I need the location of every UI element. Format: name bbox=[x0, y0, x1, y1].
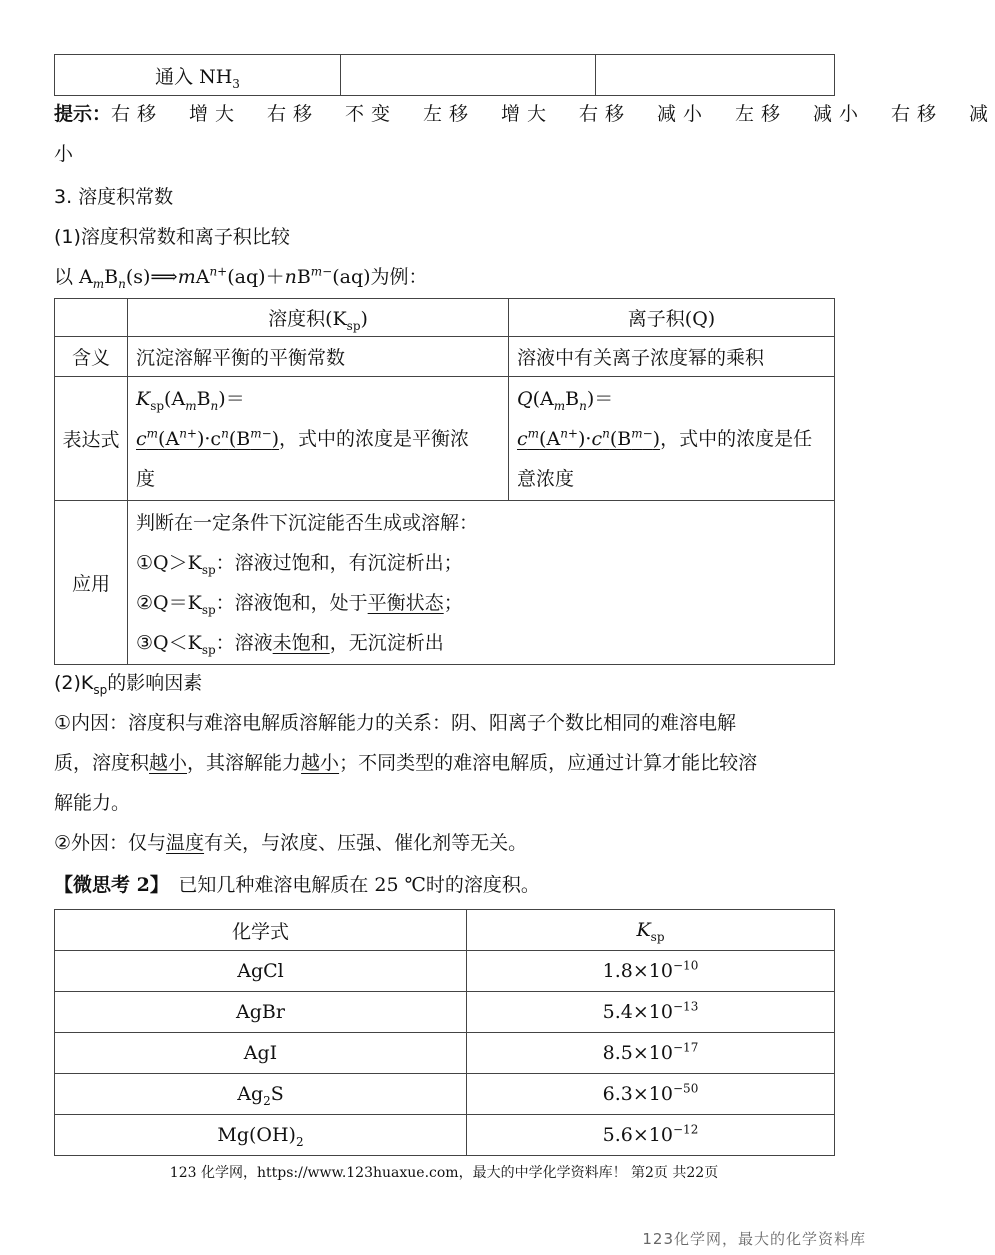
example-line: 以 $A_mB_n(s)⟹mA^{n+}(aq)+nB^{m-}(aq)$为例： bbox=[54, 264, 428, 291]
expression-ksp: $K_{sp}(A_mB_n)=$ $c^m(A^{n+})\cdot c^n(B^{m-})$，式中的浓度是平衡浓 度 bbox=[128, 377, 509, 501]
inner-factor-1: ①内因：溶度积与难溶电解质溶解能力的关系：阴、阳离子个数比相同的难溶电解 bbox=[54, 712, 737, 734]
inner-factor-3: 解能力。 bbox=[54, 792, 131, 814]
application-label: 应用 bbox=[55, 501, 128, 665]
top-table-cell bbox=[596, 55, 835, 96]
expression-label: 表达式 bbox=[55, 377, 128, 501]
q-header: 离子积(Q) bbox=[509, 299, 835, 337]
hint-line-2: 小 bbox=[54, 143, 74, 165]
watermark: 123化学网，最大的化学资料库 bbox=[642, 1230, 866, 1248]
table-row: AgCl $1.8\times 10^{-10}$ bbox=[55, 951, 835, 992]
meaning-q: 溶液中有关离子浓度幂的乘积 bbox=[509, 337, 835, 377]
table-row: AgI $8.5\times 10^{-17}$ bbox=[55, 1033, 835, 1074]
expression-q: $Q(A_mB_n)=$ $c^m(A^{n+})\cdot c^n(B^{m-})$，式中的浓度是任 意浓度 bbox=[509, 377, 835, 501]
ksp-table-header-formula: 化学式 bbox=[55, 910, 467, 951]
section-title: 3. 溶度积常数 bbox=[54, 186, 174, 208]
factors-title: $(2)K_{sp}$的影响因素 bbox=[54, 672, 203, 697]
top-table-cell bbox=[341, 55, 596, 96]
meaning-ksp: 沉淀溶解平衡的平衡常数 bbox=[128, 337, 509, 377]
table-row: $Ag_2S$ $6.3\times 10^{-50}$ bbox=[55, 1074, 835, 1115]
top-table bbox=[54, 54, 835, 96]
outer-factor: ②外因：仅与温度有关，与浓度、压强、催化剂等无关。 bbox=[54, 832, 528, 854]
page-footer: 123 化学网，https://www.123huaxue.com，最大的中学化学资料库！ 第2页 共22页 bbox=[169, 1165, 719, 1181]
table-row: AgBr $5.4\times 10^{-13}$ bbox=[55, 992, 835, 1033]
micro-think: 【微思考 2】 已知几种难溶电解质在 25 ℃时的溶度积。 bbox=[54, 874, 540, 896]
ksp-table bbox=[54, 909, 835, 1156]
hint-label: 提示： bbox=[54, 103, 112, 125]
subsection-title: (1)溶度积常数和离子积比较 bbox=[54, 226, 290, 248]
corner-cell bbox=[55, 299, 128, 337]
table-row: $Mg(OH)_2$ $5.6\times 10^{-12}$ bbox=[55, 1115, 835, 1156]
application-content: 判断在一定条件下沉淀能否生成或溶解： $①Q>K_{sp}$：溶液过饱和，有沉淀析出； $②Q=K_{sp}$：溶液饱和，处于平衡状态； $③Q<K_{sp}$：溶液未饱和，无沉淀析出 bbox=[128, 501, 835, 665]
ksp-header: 溶度积$(K_{sp})$ bbox=[128, 299, 509, 337]
meaning-label: 含义 bbox=[55, 337, 128, 377]
micro-think-label: 【微思考 2】 bbox=[54, 874, 160, 896]
hint-line-1: 提示：右移 增大 右移 不变 左移 增大 右移 减小 左移 减小 右移 减 bbox=[54, 103, 995, 125]
ksp-table-header-k: $K_{sp}$ bbox=[467, 910, 835, 951]
inner-factor-2: 质，溶度积越小，其溶解能力越小；不同类型的难溶电解质，应通过计算才能比较溶 bbox=[54, 752, 758, 774]
top-table-label-cell: 通入 $NH_3$ bbox=[55, 55, 341, 96]
compare-table bbox=[54, 298, 835, 665]
